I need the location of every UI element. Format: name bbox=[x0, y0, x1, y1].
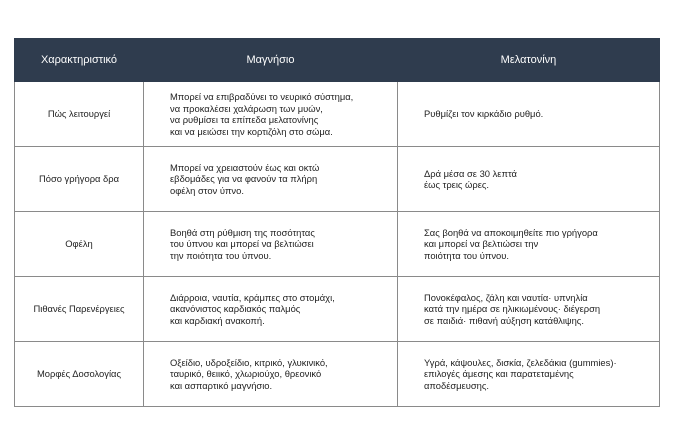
magnesium-text-line: και ασπαρτικό μαγνήσιο. bbox=[170, 379, 273, 391]
melatonin-text-line: Ρυθμίζει τον κιρκάδιο ρυθμό. bbox=[424, 108, 544, 120]
melatonin-text-line: Πονοκέφαλος, ζάλη και ναυτία· υπνηλία bbox=[424, 291, 588, 303]
melatonin-text-line: Υγρά, κάψουλες, δισκία, ζελεδάκια (gummies)· bbox=[424, 356, 617, 368]
magnesium-cell bbox=[144, 212, 398, 277]
magnesium-text-line: ταυρικό, θειικό, χλωριούχο, θρεονικό bbox=[170, 368, 322, 380]
melatonin-text-line: σε παιδιά· πιθανή αύξηση κατάθλιψης. bbox=[424, 314, 584, 326]
magnesium-text-line: εβδομάδες για να φανούν τα πλήρη bbox=[170, 173, 318, 185]
row-label: Μορφές Δοσολογίας bbox=[15, 342, 144, 407]
header-melatonin: Μελατονίνη bbox=[398, 39, 660, 82]
table-row bbox=[15, 342, 660, 407]
magnesium-text-line: να προκαλέσει χαλάρωση των μυών, bbox=[170, 102, 323, 114]
melatonin-text-line: κατά την ημέρα σε ηλικιωμένους· διέγερση bbox=[424, 303, 601, 315]
magnesium-text-line: και καρδιακή ανακοπή. bbox=[170, 314, 265, 326]
melatonin-cell bbox=[398, 342, 660, 407]
magnesium-text-line: Διάρροια, ναυτία, κράμπες στο στομάχι, bbox=[170, 291, 335, 303]
row-label: Πώς λειτουργεί bbox=[15, 82, 144, 147]
table-row bbox=[15, 212, 660, 277]
melatonin-cell bbox=[398, 82, 660, 147]
magnesium-cell bbox=[144, 147, 398, 212]
magnesium-text-line: Βοηθά στη ρύθμιση της ποσότητας bbox=[170, 226, 315, 238]
comparison-table bbox=[14, 38, 660, 407]
table-row bbox=[15, 82, 660, 147]
header-feature: Χαρακτηριστικό bbox=[15, 39, 144, 82]
magnesium-text-line: Μπορεί να χρειαστούν έως και οκτώ bbox=[170, 161, 320, 173]
table-row bbox=[15, 277, 660, 342]
magnesium-text-line: Μπορεί να επιβραδύνει το νευρικό σύστημα, bbox=[170, 91, 354, 102]
magnesium-text-line: Οξείδιο, υδροξείδιο, κιτρικό, γλυκινικό, bbox=[170, 356, 328, 368]
magnesium-cell bbox=[144, 277, 398, 342]
melatonin-cell bbox=[398, 147, 660, 212]
magnesium-text-line: οφέλη στον ύπνο. bbox=[170, 184, 244, 196]
row-label: Οφέλη bbox=[15, 212, 144, 277]
magnesium-text-line: την ποιότητα του ύπνου. bbox=[170, 249, 272, 261]
magnesium-text-line: ακανόνιστος καρδιακός παλμός bbox=[170, 303, 301, 315]
melatonin-text-line: Σας βοηθά να αποκοιμηθείτε πιο γρήγορα bbox=[424, 226, 598, 238]
magnesium-text-line: και να μειώσει την κορτιζόλη στο σώμα. bbox=[170, 125, 333, 137]
header-magnesium: Μαγνήσιο bbox=[144, 39, 398, 82]
table-row bbox=[15, 147, 660, 212]
melatonin-text-line: ποιότητα του ύπνου. bbox=[424, 249, 509, 261]
magnesium-cell bbox=[144, 342, 398, 407]
melatonin-text-line: αποδέσμευσης. bbox=[424, 379, 489, 391]
melatonin-text-line: Δρά μέσα σε 30 λεπτά bbox=[424, 167, 517, 179]
melatonin-cell bbox=[398, 277, 660, 342]
melatonin-text-line: επιλογές άμεσης και παρατεταμένης bbox=[424, 368, 574, 380]
magnesium-text-line: να ρυθμίσει τα επίπεδα μελατονίνης bbox=[170, 114, 319, 125]
magnesium-text-line: του ύπνου και μπορεί να βελτιώσει bbox=[170, 238, 314, 250]
melatonin-text-line: και μπορεί να βελτιώσει την bbox=[424, 238, 539, 250]
row-label: Πιθανές Παρενέργειες bbox=[15, 277, 144, 342]
header-row bbox=[15, 39, 660, 82]
melatonin-cell bbox=[398, 212, 660, 277]
melatonin-text-line: έως τρεις ώρες. bbox=[424, 179, 489, 190]
magnesium-cell bbox=[144, 82, 398, 147]
row-label: Πόσο γρήγορα δρα bbox=[15, 147, 144, 212]
